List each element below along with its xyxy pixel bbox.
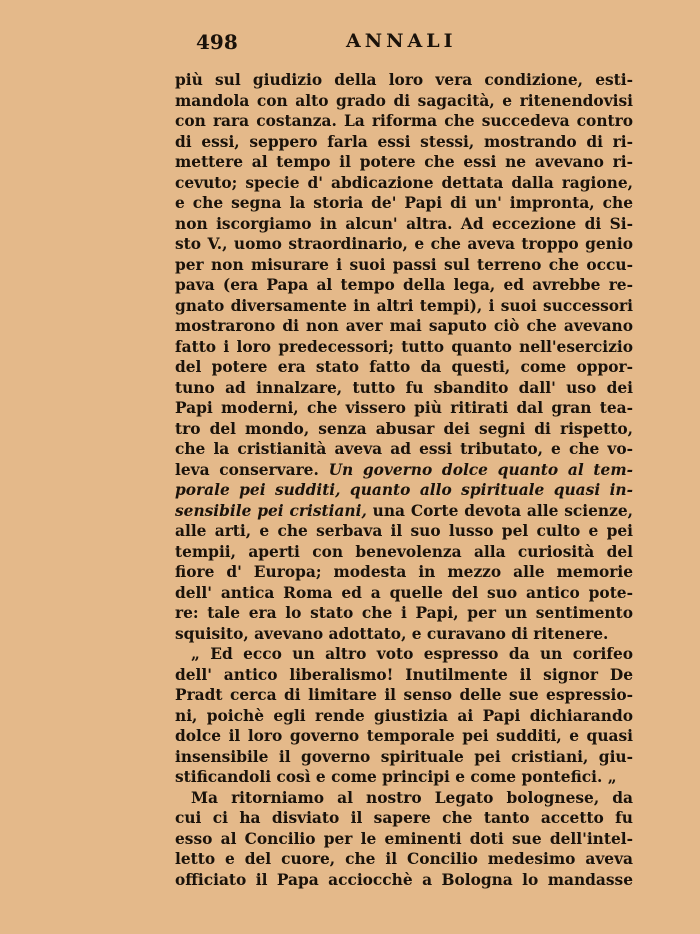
text-line: ni, poichè egli rende giustizia ai Papi dichiarando xyxy=(175,706,633,725)
text-line: cui ci ha disviato il sapere che tanto accetto fu xyxy=(175,809,633,827)
italic-quote-line: porale pei sudditi, quanto allo spirituale quasi in- xyxy=(175,481,633,499)
text-line-mixed xyxy=(175,460,633,481)
running-title: ANNALI xyxy=(346,30,457,52)
text-line: tuno ad innalzare, tutto fu sbandito dall' uso dei xyxy=(175,378,633,397)
text-line: e che segna la storia de' Papi di un' impronta, che xyxy=(175,194,633,212)
text-line: dell' antica Roma ed a quelle del suo antico pote- xyxy=(175,583,633,602)
page-header xyxy=(196,30,636,60)
text-line: per non misurare i suoi passi sul terreno che occu- xyxy=(175,255,633,274)
text-line: stificandoli così e come principi e come pontefici. „ xyxy=(175,768,617,786)
text-line: più sul giudizio della loro vera condizione, esti- xyxy=(175,71,633,89)
text-line: cevuto; specie d' abdicazione dettata dalla ragione, xyxy=(175,173,633,192)
text-line: Papi moderni, che vissero più ritirati dal gran tea- xyxy=(175,399,633,417)
text-line-mixed xyxy=(175,501,633,522)
text-line: insensibile il governo spirituale pei cristiani, giu- xyxy=(175,747,633,766)
text-line: fatto i loro predecessori; tutto quanto nell'esercizio xyxy=(175,337,633,356)
text-line: re: tale era lo stato che i Papi, per un sentimento xyxy=(175,604,633,622)
text-line: dolce il loro governo temporale pei sudditi, e quasi xyxy=(175,727,633,745)
text-line: gnato diversamente in altri tempi), i suoi successori xyxy=(175,296,633,315)
text-line: officiato il Papa acciocchè a Bologna lo mandasse xyxy=(175,870,633,889)
text-line: tro del mondo, senza abusar dei segni di rispetto, xyxy=(175,419,633,438)
text-span: una Corte devota alle scienze, xyxy=(366,501,633,520)
text-line: mostrarono di non aver mai saputo ciò che avevano xyxy=(175,317,633,335)
page-number: 498 xyxy=(196,30,238,54)
text-line: letto e del cuore, che il Concilio medesimo aveva xyxy=(175,850,633,868)
text-line: dell' antico liberalismo! Inutilmente il signor De xyxy=(175,665,633,684)
text-line: esso al Concilio per le eminenti doti sue dell'intel- xyxy=(175,829,633,848)
text-line: del potere era stato fatto da questi, come oppor- xyxy=(175,358,633,376)
text-line: tempii, aperti con benevolenza alla curiosità del xyxy=(175,542,633,561)
text-line: alle arti, e che serbava il suo lusso pel culto e pei xyxy=(175,522,633,540)
text-span: leva conservare. xyxy=(175,460,329,479)
text-line: con rara costanza. La riforma che succedeva contro xyxy=(175,112,633,130)
italic-quote: Un governo dolce quanto al tem- xyxy=(328,460,633,479)
text-line: mettere al tempo il potere che essi ne avevano ri- xyxy=(175,153,633,171)
text-line: Pradt cerca di limitare il senso delle sue espressio- xyxy=(175,686,633,704)
paragraph-start: „ Ed ecco un altro voto espresso da un corifeo xyxy=(191,645,633,663)
body-text xyxy=(175,70,633,890)
text-line: mandola con alto grado di sagacità, e ritenendovisi xyxy=(175,91,633,110)
italic-quote: sensibile pei cristiani, xyxy=(175,501,367,520)
text-line: che la cristianità aveva ad essi tributato, e che vo- xyxy=(175,440,633,458)
text-line: sto V., uomo straordinario, e che aveva troppo genio xyxy=(175,235,633,253)
paragraph-start: Ma ritorniamo al nostro Legato bolognese, da xyxy=(191,788,633,807)
text-line: non iscorgiamo in alcun' altra. Ad eccezione di Si- xyxy=(175,214,633,233)
text-line: di essi, seppero farla essi stessi, mostrando di ri- xyxy=(175,132,633,151)
text-line: fiore d' Europa; modesta in mezzo alle memorie xyxy=(175,563,633,581)
text-line: squisito, avevano adottato, e curavano di ritenere. xyxy=(175,624,609,643)
text-line: pava (era Papa al tempo della lega, ed avrebbe re- xyxy=(175,276,633,294)
